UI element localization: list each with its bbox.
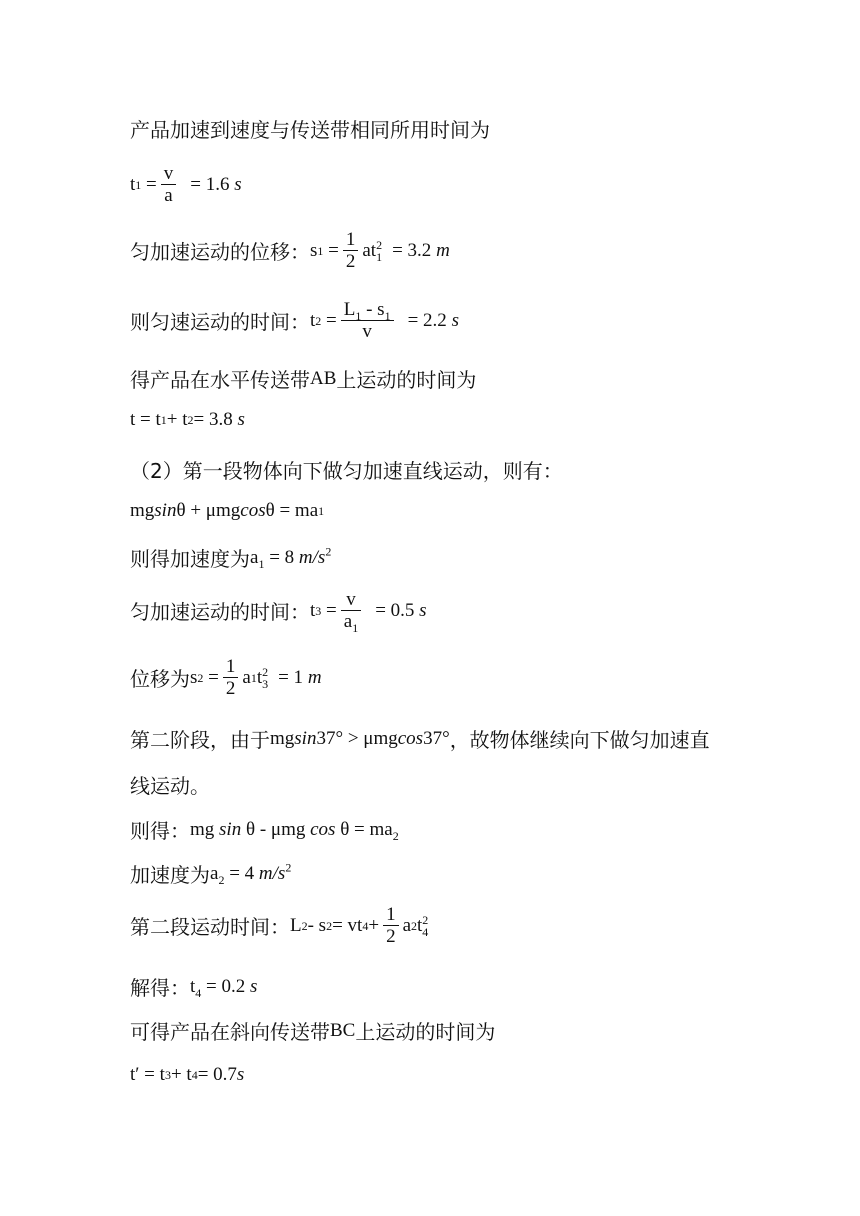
equation-label: 位移为 <box>130 667 190 691</box>
unit: s <box>236 1064 245 1085</box>
term: a <box>210 862 219 884</box>
term: a <box>402 914 411 936</box>
result-value: = 3.2 <box>392 239 432 261</box>
cos-function: cos <box>240 500 266 521</box>
term: a <box>242 666 251 688</box>
result-value: = 1.6 <box>190 173 230 195</box>
term: θ + μmg <box>176 500 241 521</box>
unit: s <box>419 599 427 621</box>
equation-label: 加速度为 <box>130 863 210 887</box>
unit: s <box>451 309 459 331</box>
sin-function: sin <box>294 727 317 749</box>
numerator <box>341 299 394 323</box>
term: t = t <box>130 409 161 430</box>
term: = vt <box>332 914 363 936</box>
superscript: 2 <box>262 664 269 679</box>
subscript: 4 <box>422 924 429 939</box>
term: + t <box>166 409 188 430</box>
equation-label: 解得： <box>130 976 190 1000</box>
result-value: = 0.5 <box>375 599 415 621</box>
equation-force-1: mg sin θ + μmg cos θ = ma 1 <box>130 500 325 521</box>
num-term: - s <box>361 299 385 320</box>
term: θ - μmg <box>241 818 311 840</box>
superscript: 2 <box>376 237 383 252</box>
subscript: 3 <box>262 676 269 691</box>
sentence-text: 第二阶段，由于 <box>130 728 270 752</box>
cos-function: cos <box>397 727 424 749</box>
equation-label: 则得加速度为 <box>130 547 250 571</box>
math-expression: t 2 = $\frac{L_1 - s_1}{v}$ = 2.2 s <box>310 299 459 342</box>
term: + t <box>170 1064 192 1085</box>
term: t′ = t <box>130 1064 165 1085</box>
denominator: 2 <box>225 678 236 699</box>
den-term: a <box>343 611 353 632</box>
math-expression: s 1 = $\frac{1}{2}$ at 2 1 = 3.2 m <box>310 229 450 272</box>
equation-a2 <box>130 859 291 888</box>
subscript: 1 <box>376 249 383 264</box>
math-expression: t 3 = $\frac{v}{a_1}$ = 0.5 s <box>310 589 427 635</box>
term: 37° > μmg <box>316 727 398 749</box>
fraction <box>341 589 361 635</box>
fraction <box>341 299 394 342</box>
unit: s <box>234 173 242 195</box>
fraction <box>223 656 239 699</box>
equation-stage-2-time <box>130 904 428 947</box>
superscript: 2 <box>285 860 292 875</box>
term: + <box>368 914 380 936</box>
unit: m <box>307 666 322 688</box>
sin-function: sin <box>219 818 242 840</box>
equation-t2 <box>130 299 459 342</box>
unit: m <box>436 239 450 261</box>
result-value: = 3.8 <box>193 409 233 430</box>
term: L <box>290 914 302 936</box>
term: at <box>362 239 377 261</box>
result-value: = 1 <box>278 666 304 688</box>
term: a <box>250 546 259 568</box>
solution-line-ab <box>130 364 476 393</box>
equation-s2 <box>130 656 322 699</box>
result-value: = 8 <box>264 546 299 568</box>
symbol: t <box>130 173 136 195</box>
result-value: = 0.2 <box>201 975 250 997</box>
equation-s1 <box>130 229 450 272</box>
symbol: t <box>310 309 316 331</box>
solution-line-bc <box>130 1016 495 1045</box>
fraction <box>343 229 359 272</box>
result-value: = 4 <box>224 862 259 884</box>
term: θ = ma <box>265 500 319 521</box>
sentence-text: 上运动的时间为 <box>355 1020 496 1044</box>
unit: m/s <box>298 546 326 568</box>
subscript: 1 <box>355 308 362 323</box>
subscript: 1 <box>258 556 265 571</box>
denominator: a <box>164 185 173 206</box>
superscript: 2 <box>422 912 429 927</box>
numerator: v <box>163 163 174 184</box>
math-expression <box>210 860 292 887</box>
equation-label: 匀加速运动的时间： <box>130 600 310 624</box>
term: t <box>256 666 263 688</box>
stage-2-condition <box>130 724 710 753</box>
equation-label: 第二段运动时间： <box>130 915 290 939</box>
unit: s <box>237 409 245 430</box>
equation-t3 <box>130 589 427 635</box>
term: t <box>190 975 196 997</box>
subscript: 2 <box>218 872 225 887</box>
term: mg <box>270 727 295 749</box>
math-expression: L 2 - s 2 = vt 4 + $\frac{1}{2}$ a 2 t 2 4 <box>290 904 429 947</box>
belt-label: AB <box>310 367 337 389</box>
numerator: 1 <box>386 904 396 925</box>
denominator: v <box>362 321 372 342</box>
equation-a1 <box>130 543 331 572</box>
part-2-heading <box>130 455 563 484</box>
term: 37° <box>423 727 450 749</box>
fraction <box>161 163 177 206</box>
sentence-text: 线运动。 <box>130 774 210 798</box>
sentence-text: （2）第一段物体向下做匀加速直线运动，则有： <box>130 459 563 483</box>
numerator: 1 <box>225 656 236 677</box>
equation-force-2 <box>130 815 399 844</box>
equation-label: 则得： <box>130 819 190 843</box>
subscript: 4 <box>195 985 202 1000</box>
denominator <box>341 611 361 635</box>
fraction <box>383 904 399 947</box>
unit: m/s <box>258 862 286 884</box>
belt-label: BC <box>330 1019 356 1041</box>
equation-label: 则匀速运动的时间： <box>130 310 310 334</box>
term: t <box>417 914 423 936</box>
cos-function: cos <box>310 818 336 840</box>
sentence-text: ，故物体继续向下做匀加速直 <box>449 728 710 752</box>
numerator: v <box>346 589 356 610</box>
symbol: s <box>310 239 318 261</box>
term: mg <box>130 500 155 521</box>
equation-t1: t 1 = $\frac{v}{a}$ = 1.6 s <box>130 163 242 206</box>
subscript: 1 <box>352 620 359 635</box>
numerator: 1 <box>345 229 356 250</box>
sentence-text: 得产品在水平传送带 <box>130 368 310 392</box>
term: θ = ma <box>335 818 393 840</box>
equals: = <box>141 173 157 195</box>
denominator: 2 <box>345 251 356 272</box>
subscript: 1 <box>384 308 391 323</box>
equals: = <box>203 666 219 688</box>
math-expression <box>190 819 399 841</box>
term: mg <box>190 818 220 840</box>
superscript: 2 <box>325 544 332 559</box>
equation-t4 <box>130 972 257 1001</box>
equals: = <box>321 309 337 331</box>
sentence-text: 可得产品在斜向传送带 <box>130 1020 330 1044</box>
math-expression <box>250 544 332 571</box>
sentence-text: 上运动的时间为 <box>336 368 477 392</box>
unit: s <box>250 975 258 997</box>
result-value: = 0.7 <box>197 1064 237 1085</box>
equation-t-total: t = t 1 + t 2 = 3.8 s <box>130 409 245 430</box>
sin-function: sin <box>154 500 177 521</box>
equals: = <box>321 599 337 621</box>
denominator: 2 <box>386 926 396 947</box>
subscript: 2 <box>392 828 399 843</box>
math-expression: s 2 = $\frac{1}{2}$ a 1 t 2 3 = 1 m <box>190 656 322 699</box>
equation-label: 匀加速运动的位移： <box>130 240 310 264</box>
result-value: = 2.2 <box>407 309 447 331</box>
equals: = <box>323 239 339 261</box>
symbol: t <box>310 599 316 621</box>
math-expression <box>190 976 257 998</box>
sentence-text: 产品加速到速度与传送带相同所用时间为 <box>130 118 490 142</box>
symbol: s <box>190 666 198 688</box>
equation-t-prime: t′ = t 3 + t 4 = 0.7 s <box>130 1064 245 1085</box>
term: - s <box>307 914 327 936</box>
num-term: L <box>343 299 356 320</box>
solution-line-1 <box>130 114 490 143</box>
stage-2-continuation <box>130 770 210 799</box>
